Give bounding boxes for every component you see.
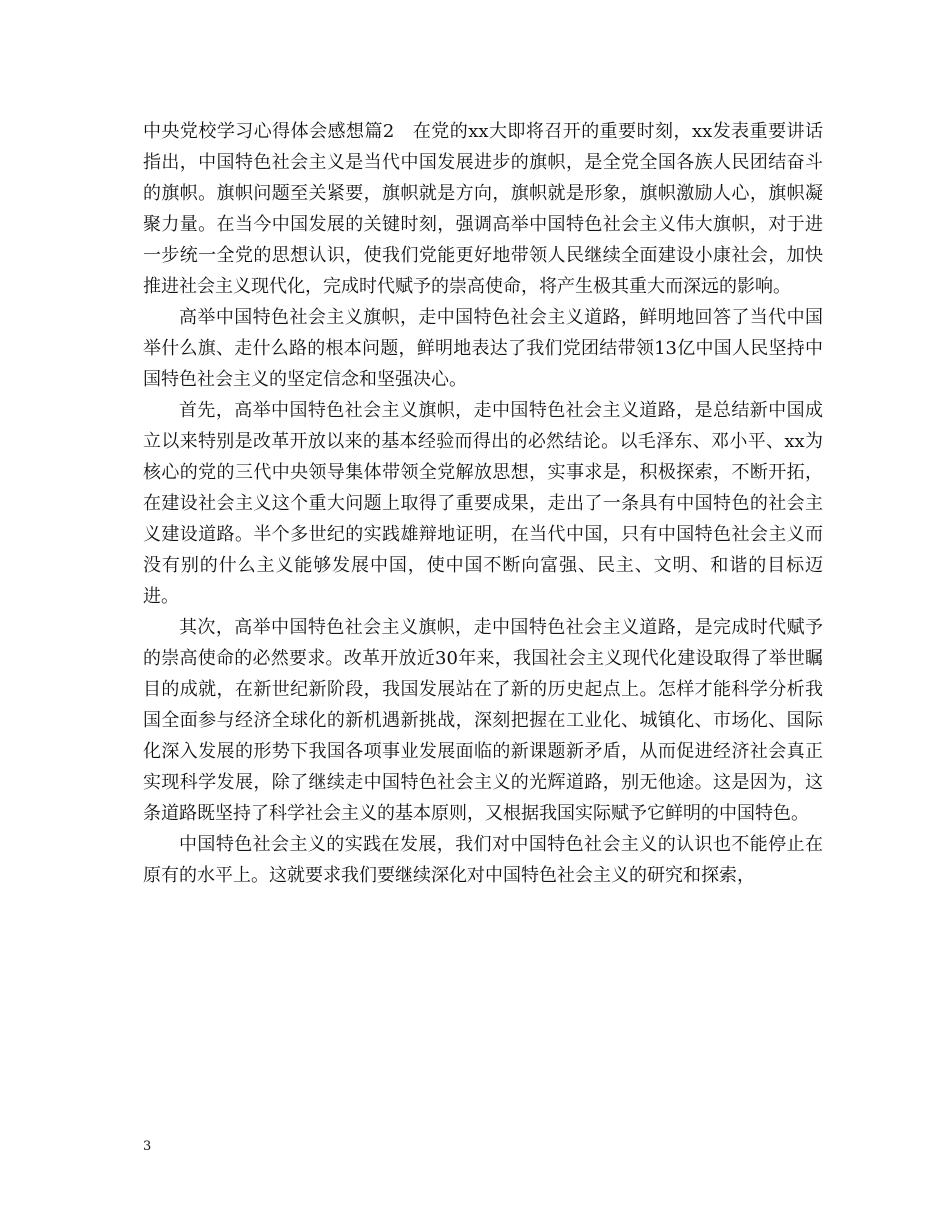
paragraph: 中国特色社会主义的实践在发展，我们对中国特色社会主义的认识也不能停止在原有的水平上。这就要求我们要继续深化对中国特色社会主义的研究和探索， [143, 834, 823, 886]
intro-paragraph [143, 116, 823, 302]
paragraph: 其次，高举中国特色社会主义旗帜，走中国特色社会主义道路，是完成时代赋予的崇高使命的必然要求。改革开放近30年来，我国社会主义现代化建设取得了举世瞩目的成就，在新世纪新阶段，我国发展站在了新的历史起点上。怎样才能科学分析我国全面参与经济全球化的新机遇新挑战，深刻把握在工业化、城镇化、市场化、国际化深入发展的形势下我国各项事业发展面临的新课题新矛盾，从而促进经济社会真正实现科学发展，除了继续走中国特色社会主义的光辉道路，别无他途。这是因为，这条道路既坚持了科学社会主义的基本原则，又根据我国实际赋予它鲜明的中国特色。 [143, 617, 823, 824]
paragraph: 高举中国特色社会主义旗帜，走中国特色社会主义道路，鲜明地回答了当代中国举什么旗、走什么路的根本问题，鲜明地表达了我们党团结带领13亿中国人民坚持中国特色社会主义的坚定信念和坚强决心。 [143, 307, 823, 390]
paragraph: 首先，高举中国特色社会主义旗帜，走中国特色社会主义道路，是总结新中国成立以来特别是改革开放以来的基本经验而得出的必然结论。以毛泽东、邓小平、xx为核心的党的三代中央领导集体带领全党解放思想，实事求是，积极探索，不断开拓，在建设社会主义这个重大问题上取得了重要成果，走出了一条具有中国特色的社会主义建设道路。半个多世纪的实践雄辩地证明，在当代中国，只有中国特色社会主义而没有别的什么主义能够发展中国，使中国不断向富强、民主、文明、和谐的目标迈进。 [143, 400, 823, 607]
page-number: 3 [143, 1139, 152, 1154]
document-heading: 中央党校学习心得体会感想篇2 [143, 121, 395, 142]
paragraph-text: 在党的xx大即将召开的重要时刻，xx发表重要讲话指出，中国特色社会主义是当代中国发展进步的旗帜，是全党全国各族人民团结奋斗的旗帜。旗帜问题至关紧要，旗帜就是方向，旗帜就是形象，旗帜激励人心，旗帜凝聚力量。在当今中国发展的关键时刻，强调高举中国特色社会主义伟大旗帜，对于进一步统一全党的思想认识，使我们党能更好地带领人民继续全面建设小康社会，加快推进社会主义现代化，完成时代赋予的崇高使命，将产生极其重大而深远的影响。 [143, 121, 823, 297]
document-body [143, 116, 823, 891]
